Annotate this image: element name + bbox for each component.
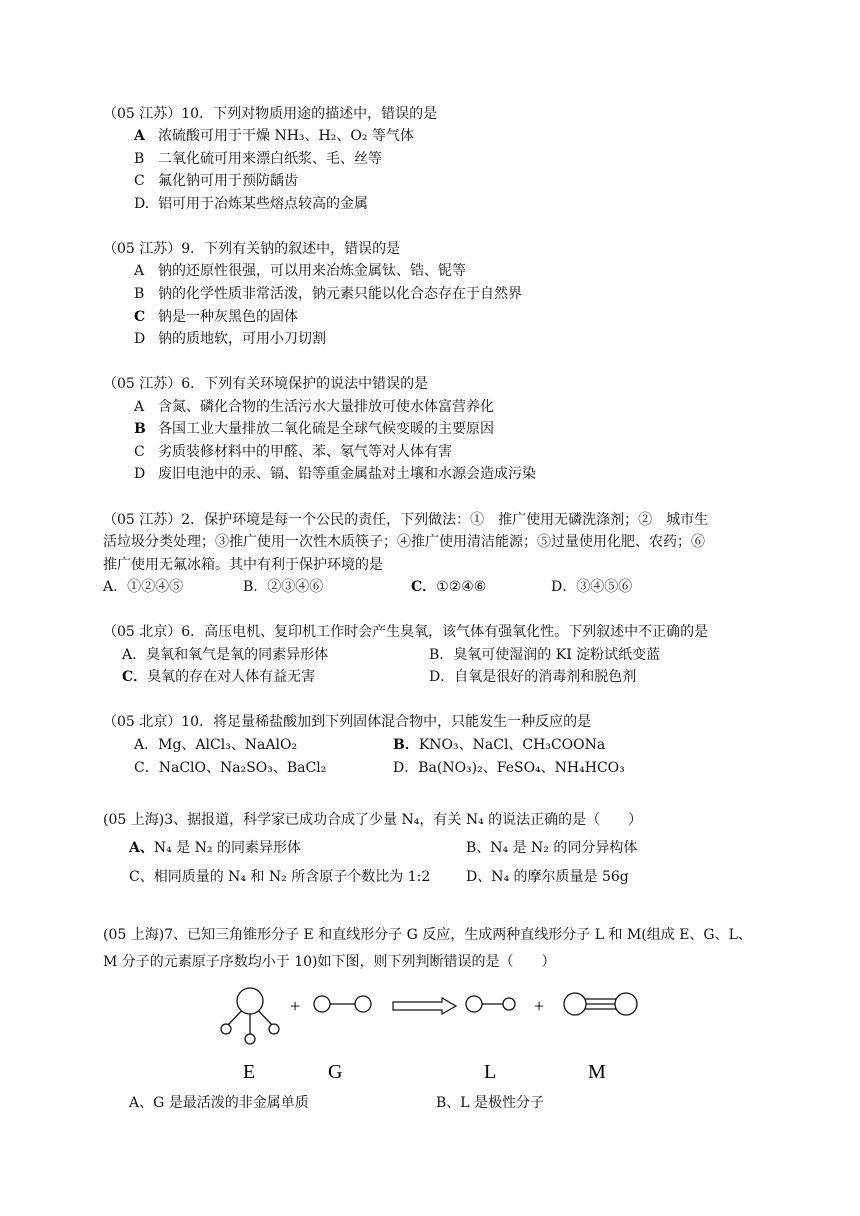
option-text: N₄ 的摩尔质量是 56g bbox=[491, 869, 629, 885]
option bbox=[393, 735, 605, 755]
option bbox=[436, 1093, 544, 1113]
option-text: 废旧电池中的汞、镉、铅等重金属盐对土壤和水源会造成污染 bbox=[158, 466, 536, 482]
option bbox=[134, 149, 382, 169]
option-text: ①②④⑤ bbox=[127, 579, 184, 595]
option bbox=[134, 284, 522, 304]
option-letter: C、 bbox=[129, 869, 154, 885]
option-text: KNO₃、NaCl、CH₃COONa bbox=[418, 737, 606, 753]
option bbox=[134, 194, 368, 214]
option-letter: B． bbox=[243, 579, 268, 595]
option-letter: A bbox=[134, 128, 145, 144]
option-letter: D. bbox=[134, 196, 150, 212]
question-stem-line: 活垃圾分类处理；③推广使用一次性木质筷子；④推广使用清洁能源；⑤过量使用化肥、农药；⑥ bbox=[103, 534, 705, 550]
option bbox=[129, 1093, 309, 1113]
option-text: Ba(NO₃)₂、FeSO₄、NH₄HCO₃ bbox=[418, 760, 625, 776]
option bbox=[393, 758, 625, 778]
molecule-m bbox=[564, 993, 637, 1015]
option-letter: C． bbox=[122, 669, 148, 685]
option bbox=[129, 838, 301, 858]
option-letter: B、 bbox=[436, 1095, 461, 1111]
option-text: 臭氧可使湿润的 KI 淀粉试纸变蓝 bbox=[453, 647, 661, 663]
option bbox=[134, 735, 297, 755]
option-letter: C bbox=[134, 444, 145, 460]
molecule-reaction-diagram bbox=[210, 982, 650, 1092]
molecule-label-g: G bbox=[328, 1061, 343, 1083]
question-stem: （05 江苏）10．下列对物质用途的描述中，错误的是 bbox=[103, 106, 438, 122]
option-text: ②③④⑥ bbox=[267, 579, 324, 595]
option bbox=[134, 126, 414, 146]
option-letter: A． bbox=[103, 579, 128, 595]
option bbox=[134, 261, 466, 281]
option bbox=[551, 577, 632, 597]
option-text: ③④⑤⑥ bbox=[576, 579, 633, 595]
molecule-label-e: E bbox=[243, 1061, 256, 1083]
option-text: 劣质装修材料中的甲醛、苯、氡气等对人体有害 bbox=[158, 444, 452, 460]
option bbox=[134, 329, 326, 349]
question-stem: （05 北京）10．将足量稀盐酸加到下列固体混合物中，只能发生一种反应的是 bbox=[103, 714, 592, 730]
option-letter: A、 bbox=[129, 840, 154, 856]
option-letter: D bbox=[134, 331, 146, 347]
molecule-label-m: M bbox=[588, 1061, 606, 1083]
option-letter: D． bbox=[429, 669, 455, 685]
option-text: 臭氧的存在对人体有益无害 bbox=[147, 669, 316, 685]
molecule-g bbox=[314, 996, 371, 1012]
question-stem-line: 推广使用无氟冰箱。其中有利于保护环境的是 bbox=[103, 557, 383, 573]
option bbox=[134, 442, 452, 462]
question-stem-line: (05 上海)7、已知三角锥形分子 E 和直线形分子 G 反应，生成两种直线形分子 L 和 M(组成 E、G、L、 bbox=[103, 927, 752, 943]
option-text: L 是极性分子 bbox=[460, 1095, 545, 1111]
option-letter: C bbox=[134, 173, 145, 189]
option-letter: A、 bbox=[129, 1095, 154, 1111]
option bbox=[122, 667, 315, 687]
option-letter: B bbox=[134, 151, 145, 167]
option-letter: B． bbox=[393, 737, 419, 753]
option-letter: D． bbox=[393, 760, 419, 776]
option-letter: A． bbox=[134, 737, 159, 753]
option-text: 浓硫酸可用于干燥 NH₃、H₂、O₂ 等气体 bbox=[158, 128, 414, 144]
option bbox=[134, 397, 494, 417]
option-letter: B bbox=[134, 421, 146, 437]
reaction-arrow bbox=[393, 998, 456, 1014]
option-text: Mg、AlCl₃、NaAlO₂ bbox=[158, 737, 298, 753]
option bbox=[134, 171, 298, 191]
molecule-e bbox=[221, 988, 279, 1044]
option-text: 臭氧和氧气是氧的同素异形体 bbox=[146, 647, 329, 663]
question-stem: （05 江苏）9．下列有关钠的叙述中，错误的是 bbox=[103, 241, 401, 257]
question-stem-line: M 分子的元素原子序数均小于 10)如下图，则下列判断错误的是（ ） bbox=[103, 954, 556, 970]
option bbox=[134, 758, 326, 778]
option-letter: C． bbox=[134, 760, 159, 776]
option-letter: B、 bbox=[466, 840, 491, 856]
option-text: 钠的化学性质非常活泼，钠元素只能以化合态存在于自然界 bbox=[158, 286, 522, 302]
option bbox=[122, 645, 328, 665]
option-text: N₄ 是 N₂ 的同分异构体 bbox=[490, 840, 638, 856]
molecule-label-l: L bbox=[484, 1061, 497, 1083]
option bbox=[429, 667, 636, 687]
option bbox=[134, 307, 298, 327]
option-letter: A bbox=[134, 399, 145, 415]
option-text: 铝可用于冶炼某些熔点较高的金属 bbox=[158, 196, 368, 212]
option-letter: A bbox=[134, 263, 145, 279]
option-text: G 是最活泼的非金属单质 bbox=[153, 1095, 309, 1111]
option-letter: B bbox=[134, 286, 145, 302]
option-text: 各国工业大量排放二氧化硫是全球气候变暖的主要原因 bbox=[158, 421, 494, 437]
option-letter: C bbox=[134, 309, 146, 325]
option-text: 钠的还原性很强，可以用来冶炼金属钛、锆、铌等 bbox=[158, 263, 466, 279]
option-text: NaClO、Na₂SO₃、BaCl₂ bbox=[158, 760, 327, 776]
option-letter: D bbox=[134, 466, 146, 482]
option-text: N₄ 是 N₂ 的同素异形体 bbox=[153, 840, 301, 856]
option-text: 钠的质地软，可用小刀切割 bbox=[158, 331, 326, 347]
option-text: 钠是一种灰黑色的固体 bbox=[158, 309, 298, 325]
option bbox=[466, 867, 629, 887]
option-letter: B． bbox=[429, 647, 454, 663]
molecule-l bbox=[466, 996, 515, 1012]
question-stem: (05 上海)3、据报道，科学家已成功合成了少量 N₄，有关 N₄ 的说法正确的是（ ） bbox=[103, 812, 643, 828]
option bbox=[103, 577, 183, 597]
option bbox=[429, 645, 660, 665]
option-text: 自氧是很好的消毒剂和脱色剂 bbox=[454, 669, 637, 685]
option-letter: A． bbox=[122, 647, 147, 663]
option bbox=[243, 577, 323, 597]
option-text: 含氮、磷化合物的生活污水大量排放可使水体富营养化 bbox=[158, 399, 494, 415]
option bbox=[466, 838, 637, 858]
option-text: ①②④⑥ bbox=[436, 579, 487, 595]
plus-sign: + bbox=[290, 996, 301, 1016]
option-letter: C． bbox=[411, 579, 437, 595]
question-stem: （05 北京）6．高压电机、复印机工作时会产生臭氧，该气体有强氧化性。下列叙述中不正确的是 bbox=[103, 624, 709, 640]
option-letter: D、 bbox=[466, 869, 492, 885]
option-text: 二氧化硫可用来漂白纸浆、毛、丝等 bbox=[158, 151, 382, 167]
question-stem: （05 江苏）6．下列有关环境保护的说法中错误的是 bbox=[103, 376, 429, 392]
option-letter: D． bbox=[551, 579, 577, 595]
option-text: 相同质量的 N₄ 和 N₂ 所含原子个数比为 1:2 bbox=[153, 869, 431, 885]
question-stem-line: （05 江苏）2．保护环境是每一个公民的责任，下列做法：① 推广使用无磷洗涤剂；② 城市生 bbox=[103, 512, 709, 528]
option bbox=[411, 577, 486, 597]
plus-sign: + bbox=[534, 996, 545, 1016]
option bbox=[134, 464, 536, 484]
option bbox=[134, 419, 494, 439]
option-text: 氟化钠可用于预防龋齿 bbox=[158, 173, 298, 189]
option bbox=[129, 867, 430, 887]
